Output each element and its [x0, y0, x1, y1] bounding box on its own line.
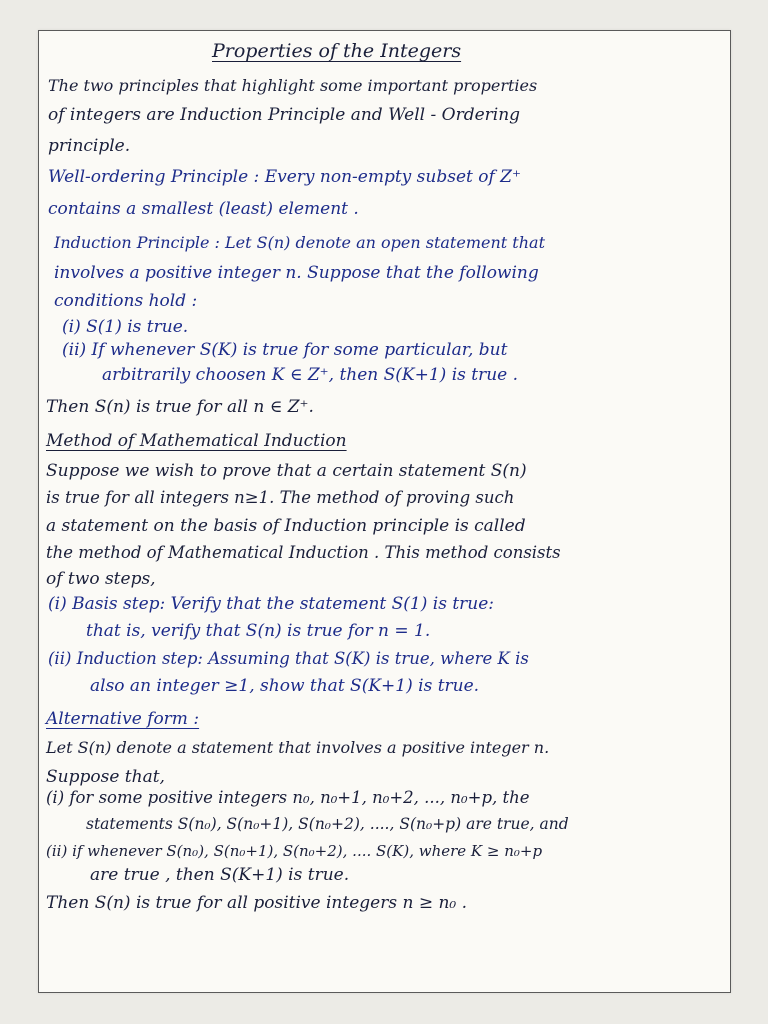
method-step-1-cont: that is, verify that S(n) is true for n = 1. — [86, 621, 431, 641]
alternative-line-7: Then S(n) is true for all positive integers n ≥ n₀ . — [46, 893, 468, 913]
page-title: Properties of the Integers — [212, 40, 462, 62]
induction-line-1: Induction Principle : Let S(n) denote an open statement that — [54, 233, 545, 252]
intro-line-1: The two principles that highlight some important properties — [48, 76, 538, 95]
well-ordering-line-2: contains a smallest (least) element . — [48, 199, 359, 219]
well-ordering-line-1: Well-ordering Principle : Every non-empty subset of Z⁺ — [48, 167, 521, 187]
method-line-3: a statement on the basis of Induction principle is called — [46, 516, 526, 536]
alternative-line-6: are true , then S(K+1) is true. — [90, 865, 350, 885]
method-heading: Method of Mathematical Induction — [46, 431, 347, 451]
alternative-line-3: (i) for some positive integers n₀, n₀+1, n₀+2, ..., n₀+p, the — [46, 788, 530, 807]
method-line-2: is true for all integers n≥1. The method of proving such — [46, 488, 515, 507]
alternative-line-4: statements S(n₀), S(n₀+1), S(n₀+2), ...., S(n₀+p) are true, and — [86, 815, 569, 833]
induction-line-4: (i) S(1) is true. — [62, 317, 189, 337]
method-line-1: Suppose we wish to prove that a certain statement S(n) — [46, 461, 527, 481]
method-line-5: of two steps, — [46, 569, 156, 589]
induction-line-7: Then S(n) is true for all n ∈ Z⁺. — [46, 397, 314, 417]
alternative-line-5: (ii) if whenever S(n₀), S(n₀+1), S(n₀+2), .... S(K), where K ≥ n₀+p — [46, 842, 543, 860]
induction-line-5: (ii) If whenever S(K) is true for some particular, but — [62, 340, 508, 360]
method-step-2: (ii) Induction step: Assuming that S(K) is true, where K is — [48, 649, 529, 668]
induction-line-6: arbitrarily choosen K ∈ Z⁺, then S(K+1) is true . — [102, 365, 519, 385]
induction-line-2: involves a positive integer n. Suppose that the following — [54, 263, 539, 283]
alternative-heading: Alternative form : — [46, 709, 200, 729]
alternative-line-2: Suppose that, — [46, 767, 165, 787]
method-line-4: the method of Mathematical Induction . This method consists — [46, 543, 561, 562]
alternative-line-1: Let S(n) denote a statement that involves a positive integer n. — [46, 738, 550, 757]
method-step-1: (i) Basis step: Verify that the statement S(1) is true: — [48, 594, 495, 614]
intro-line-2: of integers are Induction Principle and Well - Ordering — [48, 105, 521, 125]
intro-line-3: principle. — [48, 136, 131, 156]
induction-line-3: conditions hold : — [54, 291, 198, 311]
method-step-2-cont: also an integer ≥1, show that S(K+1) is true. — [90, 676, 480, 696]
